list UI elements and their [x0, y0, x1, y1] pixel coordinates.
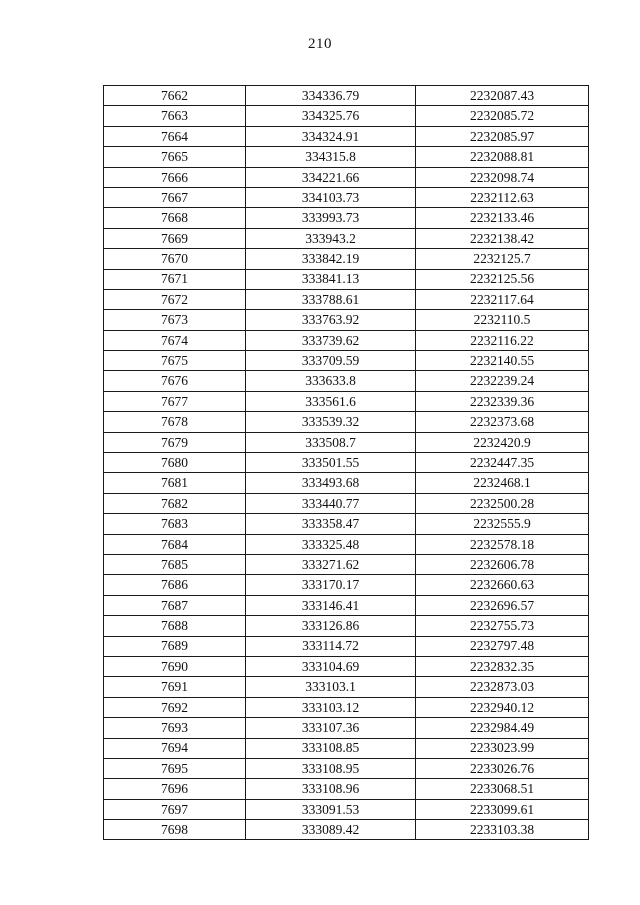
table-row — [104, 126, 589, 146]
x-coordinate-cell: 333103.1 — [246, 677, 416, 697]
table-row — [104, 412, 589, 432]
x-coordinate-cell: 333943.2 — [246, 228, 416, 248]
table-row — [104, 351, 589, 371]
x-coordinate-cell: 333358.47 — [246, 514, 416, 534]
y-coordinate-cell: 2232125.7 — [416, 249, 589, 269]
table-row — [104, 330, 589, 350]
coordinates-table — [103, 85, 589, 840]
point-number-cell: 7691 — [104, 677, 246, 697]
y-coordinate-cell: 2232696.57 — [416, 595, 589, 615]
x-coordinate-cell: 333107.36 — [246, 718, 416, 738]
x-coordinate-cell: 333126.86 — [246, 616, 416, 636]
y-coordinate-cell: 2232239.24 — [416, 371, 589, 391]
x-coordinate-cell: 333325.48 — [246, 534, 416, 554]
page-number: 210 — [308, 36, 332, 52]
point-number-cell: 7684 — [104, 534, 246, 554]
x-coordinate-cell: 333841.13 — [246, 269, 416, 289]
y-coordinate-cell: 2232098.74 — [416, 167, 589, 187]
x-coordinate-cell: 333493.68 — [246, 473, 416, 493]
x-coordinate-cell: 333633.8 — [246, 371, 416, 391]
point-number-cell: 7698 — [104, 820, 246, 840]
table-row — [104, 799, 589, 819]
x-coordinate-cell: 333739.62 — [246, 330, 416, 350]
table-row — [104, 453, 589, 473]
table-row — [104, 167, 589, 187]
x-coordinate-cell: 334325.76 — [246, 106, 416, 126]
y-coordinate-cell: 2232797.48 — [416, 636, 589, 656]
x-coordinate-cell: 333539.32 — [246, 412, 416, 432]
table-row — [104, 595, 589, 615]
y-coordinate-cell: 2232468.1 — [416, 473, 589, 493]
table-row — [104, 269, 589, 289]
y-coordinate-cell: 2232117.64 — [416, 289, 589, 309]
y-coordinate-cell: 2232085.97 — [416, 126, 589, 146]
table-row — [104, 289, 589, 309]
x-coordinate-cell: 333108.85 — [246, 738, 416, 758]
x-coordinate-cell: 333103.12 — [246, 697, 416, 717]
table-row — [104, 697, 589, 717]
point-number-cell: 7664 — [104, 126, 246, 146]
point-number-cell: 7690 — [104, 656, 246, 676]
x-coordinate-cell: 333091.53 — [246, 799, 416, 819]
x-coordinate-cell: 333561.6 — [246, 391, 416, 411]
y-coordinate-cell: 2233103.38 — [416, 820, 589, 840]
y-coordinate-cell: 2232832.35 — [416, 656, 589, 676]
point-number-cell: 7685 — [104, 554, 246, 574]
x-coordinate-cell: 333709.59 — [246, 351, 416, 371]
x-coordinate-cell: 333146.41 — [246, 595, 416, 615]
x-coordinate-cell: 333104.69 — [246, 656, 416, 676]
x-coordinate-cell: 334315.8 — [246, 147, 416, 167]
table-row — [104, 371, 589, 391]
y-coordinate-cell: 2232116.22 — [416, 330, 589, 350]
table-row — [104, 228, 589, 248]
point-number-cell: 7662 — [104, 86, 246, 106]
point-number-cell: 7671 — [104, 269, 246, 289]
table-row — [104, 86, 589, 106]
x-coordinate-cell: 334221.66 — [246, 167, 416, 187]
y-coordinate-cell: 2232420.9 — [416, 432, 589, 452]
x-coordinate-cell: 333501.55 — [246, 453, 416, 473]
table-row — [104, 758, 589, 778]
point-number-cell: 7677 — [104, 391, 246, 411]
x-coordinate-cell: 333089.42 — [246, 820, 416, 840]
table-row — [104, 249, 589, 269]
x-coordinate-cell: 333440.77 — [246, 493, 416, 513]
table-row — [104, 493, 589, 513]
point-number-cell: 7693 — [104, 718, 246, 738]
x-coordinate-cell: 333763.92 — [246, 310, 416, 330]
table-row — [104, 147, 589, 167]
point-number-cell: 7679 — [104, 432, 246, 452]
y-coordinate-cell: 2232984.49 — [416, 718, 589, 738]
x-coordinate-cell: 333993.73 — [246, 208, 416, 228]
point-number-cell: 7695 — [104, 758, 246, 778]
y-coordinate-cell: 2232125.56 — [416, 269, 589, 289]
point-number-cell: 7678 — [104, 412, 246, 432]
table-row — [104, 391, 589, 411]
y-coordinate-cell: 2232873.03 — [416, 677, 589, 697]
y-coordinate-cell: 2232606.78 — [416, 554, 589, 574]
point-number-cell: 7697 — [104, 799, 246, 819]
table-row — [104, 677, 589, 697]
table-row — [104, 718, 589, 738]
table-row — [104, 432, 589, 452]
table-row — [104, 310, 589, 330]
point-number-cell: 7686 — [104, 575, 246, 595]
point-number-cell: 7663 — [104, 106, 246, 126]
x-coordinate-cell: 334103.73 — [246, 187, 416, 207]
table-row — [104, 554, 589, 574]
point-number-cell: 7675 — [104, 351, 246, 371]
x-coordinate-cell: 333508.7 — [246, 432, 416, 452]
point-number-cell: 7670 — [104, 249, 246, 269]
y-coordinate-cell: 2232133.46 — [416, 208, 589, 228]
point-number-cell: 7666 — [104, 167, 246, 187]
table-row — [104, 534, 589, 554]
point-number-cell: 7668 — [104, 208, 246, 228]
y-coordinate-cell: 2232085.72 — [416, 106, 589, 126]
y-coordinate-cell: 2232500.28 — [416, 493, 589, 513]
point-number-cell: 7676 — [104, 371, 246, 391]
point-number-cell: 7667 — [104, 187, 246, 207]
x-coordinate-cell: 334336.79 — [246, 86, 416, 106]
table-row — [104, 514, 589, 534]
table-row — [104, 208, 589, 228]
y-coordinate-cell: 2232138.42 — [416, 228, 589, 248]
y-coordinate-cell: 2232660.63 — [416, 575, 589, 595]
point-number-cell: 7673 — [104, 310, 246, 330]
table-row — [104, 473, 589, 493]
table-row — [104, 106, 589, 126]
x-coordinate-cell: 334324.91 — [246, 126, 416, 146]
y-coordinate-cell: 2232088.81 — [416, 147, 589, 167]
point-number-cell: 7683 — [104, 514, 246, 534]
y-coordinate-cell: 2232339.36 — [416, 391, 589, 411]
x-coordinate-cell: 333114.72 — [246, 636, 416, 656]
point-number-cell: 7688 — [104, 616, 246, 636]
y-coordinate-cell: 2232140.55 — [416, 351, 589, 371]
point-number-cell: 7672 — [104, 289, 246, 309]
y-coordinate-cell: 2232940.12 — [416, 697, 589, 717]
point-number-cell: 7681 — [104, 473, 246, 493]
point-number-cell: 7680 — [104, 453, 246, 473]
point-number-cell: 7669 — [104, 228, 246, 248]
y-coordinate-cell: 2233026.76 — [416, 758, 589, 778]
y-coordinate-cell: 2232755.73 — [416, 616, 589, 636]
x-coordinate-cell: 333788.61 — [246, 289, 416, 309]
table-row — [104, 820, 589, 840]
y-coordinate-cell: 2232555.9 — [416, 514, 589, 534]
point-number-cell: 7682 — [104, 493, 246, 513]
x-coordinate-cell: 333842.19 — [246, 249, 416, 269]
point-number-cell: 7696 — [104, 779, 246, 799]
x-coordinate-cell: 333170.17 — [246, 575, 416, 595]
x-coordinate-cell: 333108.96 — [246, 779, 416, 799]
table-row — [104, 738, 589, 758]
y-coordinate-cell: 2233099.61 — [416, 799, 589, 819]
table-row — [104, 636, 589, 656]
point-number-cell: 7665 — [104, 147, 246, 167]
x-coordinate-cell: 333108.95 — [246, 758, 416, 778]
y-coordinate-cell: 2232578.18 — [416, 534, 589, 554]
table-row — [104, 779, 589, 799]
point-number-cell: 7689 — [104, 636, 246, 656]
point-number-cell: 7674 — [104, 330, 246, 350]
x-coordinate-cell: 333271.62 — [246, 554, 416, 574]
table-row — [104, 187, 589, 207]
coordinates-table-body — [104, 86, 589, 840]
y-coordinate-cell: 2233068.51 — [416, 779, 589, 799]
y-coordinate-cell: 2232110.5 — [416, 310, 589, 330]
table-row — [104, 656, 589, 676]
point-number-cell: 7692 — [104, 697, 246, 717]
table-row — [104, 616, 589, 636]
table-row — [104, 575, 589, 595]
y-coordinate-cell: 2233023.99 — [416, 738, 589, 758]
y-coordinate-cell: 2232112.63 — [416, 187, 589, 207]
y-coordinate-cell: 2232373.68 — [416, 412, 589, 432]
y-coordinate-cell: 2232087.43 — [416, 86, 589, 106]
point-number-cell: 7694 — [104, 738, 246, 758]
point-number-cell: 7687 — [104, 595, 246, 615]
y-coordinate-cell: 2232447.35 — [416, 453, 589, 473]
